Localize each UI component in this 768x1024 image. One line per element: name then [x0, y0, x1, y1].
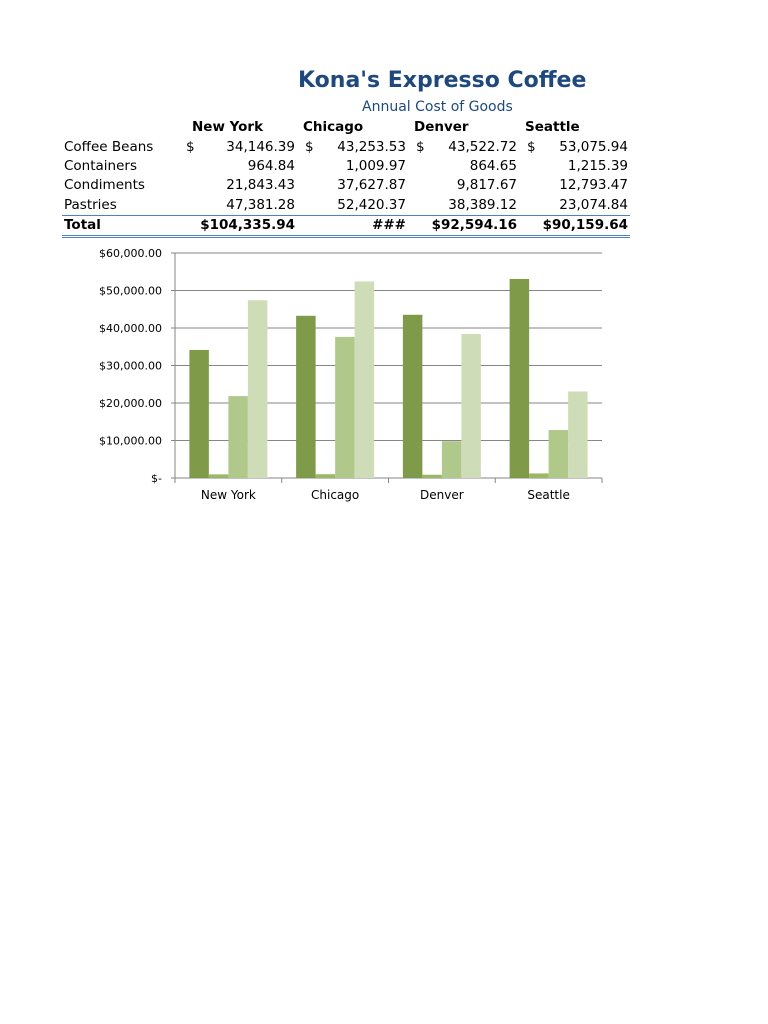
table-cell	[178, 176, 297, 195]
y-tick-label: $50,000.00	[99, 284, 162, 298]
table-cell	[408, 196, 519, 216]
table-cell	[408, 176, 519, 195]
header-row	[62, 118, 630, 137]
total-cell: $92,594.16	[408, 215, 519, 236]
bar	[248, 300, 268, 478]
table-cell	[519, 157, 630, 176]
table-cell	[297, 196, 408, 216]
table-cell	[297, 157, 408, 176]
cost-table	[62, 118, 630, 238]
table-cell	[297, 176, 408, 195]
bar	[422, 475, 442, 478]
cost-bar-chart	[80, 243, 620, 513]
y-tick-label: $30,000.00	[99, 359, 162, 373]
bar	[510, 279, 530, 478]
row-label: Condiments	[64, 177, 145, 194]
x-tick-label: New York	[200, 488, 256, 502]
cell-value: 21,843.43	[226, 177, 295, 194]
table-row	[62, 137, 630, 156]
cell-value: 34,146.39	[226, 138, 295, 155]
table-cell	[519, 196, 630, 216]
table-cell	[519, 176, 630, 195]
total-cell: ###	[297, 215, 408, 236]
bar	[296, 316, 316, 478]
table-row	[62, 196, 630, 216]
currency-symbol: $	[527, 138, 536, 155]
cell-value: 23,074.84	[559, 196, 628, 213]
bar	[209, 474, 229, 478]
bar	[228, 396, 248, 478]
x-tick-label: Chicago	[311, 488, 360, 502]
cell-value: 964.84	[247, 157, 295, 174]
table-row	[62, 176, 630, 195]
bar	[529, 473, 549, 478]
col-header-seattle: Seattle	[525, 119, 580, 136]
row-label: Containers	[64, 157, 138, 174]
x-tick-label: Seattle	[527, 488, 570, 502]
bar	[189, 350, 209, 478]
cell-value: 1,009.97	[345, 157, 406, 174]
y-tick-label: $60,000.00	[99, 247, 162, 260]
table-cell	[178, 196, 297, 216]
bar	[403, 315, 423, 478]
cell-value: 43,253.53	[337, 138, 406, 155]
currency-symbol: $	[186, 138, 195, 155]
bar	[355, 281, 375, 478]
cell-value: 52,420.37	[337, 196, 406, 213]
table-cell	[408, 137, 519, 156]
x-tick-label: Denver	[420, 488, 464, 502]
table-cell	[178, 157, 297, 176]
y-tick-label: $20,000.00	[99, 397, 162, 410]
cell-value: 53,075.94	[559, 138, 628, 155]
bar	[316, 474, 336, 478]
currency-symbol: $	[416, 138, 425, 155]
cell-value: 12,793.47	[559, 177, 628, 194]
table-cell	[519, 137, 630, 156]
bar	[442, 441, 462, 478]
total-label: Total	[62, 215, 178, 236]
cell-value: 47,381.28	[226, 196, 295, 213]
total-row	[62, 215, 630, 236]
cell-value: 1,215.39	[567, 157, 628, 174]
bar	[335, 337, 355, 478]
bar	[568, 391, 588, 478]
cell-value: 38,389.12	[448, 196, 517, 213]
row-label: Coffee Beans	[64, 138, 154, 155]
row-label: Pastries	[64, 196, 117, 213]
corner-cell	[62, 118, 178, 137]
report-subtitle: Annual Cost of Goods	[362, 99, 513, 115]
col-header-denver: Denver	[414, 119, 469, 136]
total-cell: $104,335.94	[178, 215, 297, 236]
bar	[549, 430, 569, 478]
table-row	[62, 157, 630, 176]
currency-symbol: $	[305, 138, 314, 155]
y-tick-label: $-	[151, 472, 162, 485]
bar	[461, 334, 481, 478]
table-cell	[178, 137, 297, 156]
col-header-chicago: Chicago	[303, 119, 364, 136]
table-cell	[297, 137, 408, 156]
cell-value: 37,627.87	[337, 177, 406, 194]
y-tick-label: $10,000.00	[99, 434, 162, 448]
cell-value: 9,817.67	[456, 177, 517, 194]
report-title: Kona's Expresso Coffee	[298, 68, 587, 93]
total-cell: $90,159.64	[519, 215, 630, 236]
y-tick-label: $40,000.00	[99, 322, 162, 335]
col-header-new-york: New York	[192, 119, 264, 136]
cell-value: 864.65	[469, 157, 517, 174]
table-cell	[408, 157, 519, 176]
cell-value: 43,522.72	[448, 138, 517, 155]
